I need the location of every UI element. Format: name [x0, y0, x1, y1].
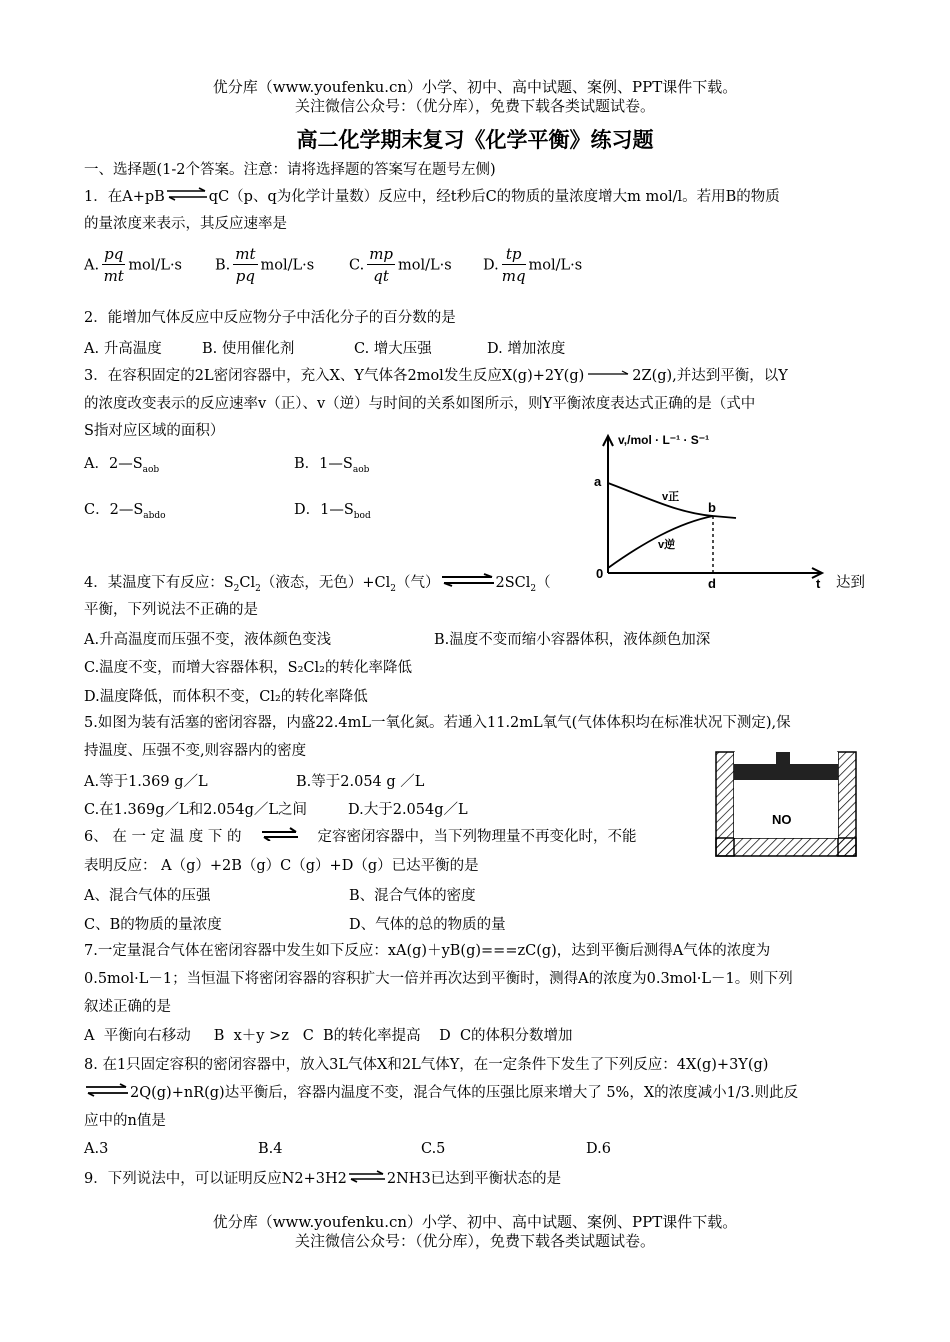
graph-label-b: b	[708, 500, 716, 515]
graph-label-v-reverse: v逆	[658, 539, 676, 551]
q3-option-a: A．$2—S_{aob}$	[84, 456, 160, 475]
question-5-line-2: 持温度、压强不变,则容器内的密度	[84, 743, 307, 759]
question-7-line-2: 0.5mol·L－1；当恒温下将密闭容器的容积扩大一倍并再次达到平衡时，测得A的浓度为0.3mol·L－1。则下列	[84, 971, 793, 987]
q2-option-d: D. 增加浓度	[487, 341, 566, 357]
q1-post: qC（p、q为化学计量数）反应中，经t秒后C的物质的量浓度增大m mol/l。若用B的物质	[208, 189, 780, 205]
q3-option-b: B．$1—S_{aob}$	[294, 456, 370, 475]
question-7-line-3: 叙述正确的是	[84, 999, 171, 1015]
q2-option-c: C. 增大压强	[354, 341, 432, 357]
equilibrium-arrow-icon	[440, 573, 496, 593]
question-1-line-1	[84, 187, 780, 207]
q7-options: A 平衡向右移动 B x＋y >z C B的转化率提高 D C的体积分数增加	[84, 1028, 573, 1044]
question-4-line-1: 4．某温度下有反应：$S_2Cl_2$（液态，无色）$+Cl_2$（气） 2SCl$_2$（	[84, 575, 551, 594]
piston-container-figure	[714, 748, 859, 858]
q6-option-c: C、B的物质的量浓度	[84, 917, 222, 933]
footer-line-2: 关注微信公众号：（优分库），免费下载各类试题试卷。	[294, 1232, 655, 1250]
question-8-line-3: 应中的n值是	[84, 1113, 166, 1129]
q2-option-a: A. 升高温度	[84, 341, 162, 357]
page-title: 高二化学期末复习《化学平衡》练习题	[296, 127, 654, 152]
equilibrium-arrow-icon	[165, 187, 209, 207]
figure-label-no: NO	[772, 812, 792, 827]
question-8-line-1: 8. 在1只固定容积的密闭容器中，放入3L气体X和2L气体Y，在一定条件下发生了下列反应：4X(g)+3Y(g)	[84, 1057, 769, 1073]
question-1-line-2: 的量浓度来表示，其反应速率是	[84, 216, 287, 232]
q8-option-b: B.4	[258, 1141, 283, 1157]
question-6-line-2: 表明反应： A（g）+2B（g）C（g）+D（g）已达平衡的是	[84, 858, 479, 874]
q1-option-d: D. $\frac{tp}{mq}$ mol/L·s	[483, 245, 583, 285]
q4-line-1-end: 达到	[836, 575, 865, 591]
q4-option-b: B.温度不变而缩小容器体积，液体颜色加深	[434, 632, 711, 648]
q6-option-b: B、混合气体的密度	[349, 888, 476, 904]
graph-label-a: a	[594, 474, 602, 489]
equilibrium-arrow-icon	[584, 366, 632, 386]
question-5-line-1: 5.如图为装有活塞的密闭容器，内盛22.4mL一氧化氮。若通入11.2mL氧气(气体体积均在标准状况下测定),保	[84, 715, 791, 731]
q5-option-b: B.等于2.054 g ／L	[296, 774, 425, 790]
q1-option-a: A. $\frac{pq}{mt}$ mol/L·s	[84, 245, 182, 285]
question-2-stem: 2．能增加气体反应中反应物分子中活化分子的百分数的是	[84, 310, 456, 326]
q6-option-d: D、气体的总的物质的量	[349, 917, 506, 933]
q5-option-c: C.在1.369g／L和2.054g／L之间	[84, 802, 308, 818]
q8-option-d: D.6	[586, 1141, 611, 1157]
graph-label-v-forward: v正	[662, 491, 680, 503]
q4-option-a: A.升高温度而压强不变，液体颜色变浅	[84, 632, 332, 648]
question-6-line-1: 6、 在 一 定 温 度 下 的 定容密闭容器中，当下列物理量不再变化时，不能	[84, 829, 637, 845]
equilibrium-arrow-icon	[84, 1083, 130, 1103]
rate-time-graph	[588, 428, 838, 593]
graph-label-d: d	[708, 576, 716, 591]
q8-option-a: A.3	[84, 1141, 109, 1157]
question-3-line-3: S指对应区域的面积）	[84, 423, 225, 439]
q3-option-c: C．$2—S_{abdo}$	[84, 502, 166, 521]
question-7-line-1: 7.一定量混合气体在密闭容器中发生如下反应：xA(g)＋yB(g)===zC(g)，达到平衡后测得A气体的浓度为	[84, 943, 771, 959]
q5-option-a: A.等于1.369 g／L	[84, 774, 208, 790]
q5-option-d: D.大于2.054g／L	[348, 802, 468, 818]
graph-label-t: t	[816, 576, 821, 591]
q8-option-c: C.5	[421, 1141, 446, 1157]
question-9-line: 9．下列说法中，可以证明反应N2+3H2 2NH3已达到平衡状态的是	[84, 1171, 562, 1187]
graph-label-o: 0	[596, 566, 604, 581]
footer-line-1: 优分库（www.youfenku.cn）小学、初中、高中试题、案例、PPT课件下载。	[212, 1213, 738, 1231]
q1-option-b: B. $\frac{mt}{pq}$ mol/L·s	[215, 245, 315, 285]
question-3-line-1: 3．在容积固定的2L密闭容器中，充入X、Y气体各2mol发生反应X(g)+2Y(g) 2Z(g),并达到平衡，以Y	[84, 368, 788, 384]
equilibrium-arrow-icon	[347, 1169, 387, 1189]
q1-option-c: C. $\frac{mp}{qt}$ mol/L·s	[349, 245, 452, 285]
equilibrium-arrow-icon	[260, 827, 300, 847]
q6-option-a: A、混合气体的压强	[84, 888, 211, 904]
q4-option-c: C.温度不变，而增大容器体积，S₂Cl₂的转化率降低	[84, 660, 412, 676]
question-8-line-2: 2Q(g)+nR(g)达平衡后，容器内温度不变，混合气体的压强比原来增大了 5%，X的浓度减小1/3.则此反	[84, 1083, 798, 1103]
q3-option-d: D．$1—S_{bod}$	[294, 502, 371, 521]
q4-option-d: D.温度降低，而体积不变，Cl₂的转化率降低	[84, 689, 368, 705]
graph-y-label: v,/mol · L⁻¹ · S⁻¹	[618, 433, 710, 447]
header-line-1: 优分库（www.youfenku.cn）小学、初中、高中试题、案例、PPT课件下载。	[212, 78, 738, 96]
section-heading: 一、选择题(1-2个答案。注意：请将选择题的答案写在题号左侧)	[84, 162, 496, 178]
question-4-line-2: 平衡，下列说法不正确的是	[84, 602, 258, 618]
header-line-2: 关注微信公众号：（优分库），免费下载各类试题试卷。	[294, 97, 655, 115]
question-3-line-2: 的浓度改变表示的反应速率v（正）、v（逆）与时间的关系如图所示，则Y平衡浓度表达式正确的是（式中	[84, 396, 756, 412]
q1-pre: 1．在A+pB	[84, 189, 165, 205]
q2-option-b: B. 使用催化剂	[202, 341, 295, 357]
